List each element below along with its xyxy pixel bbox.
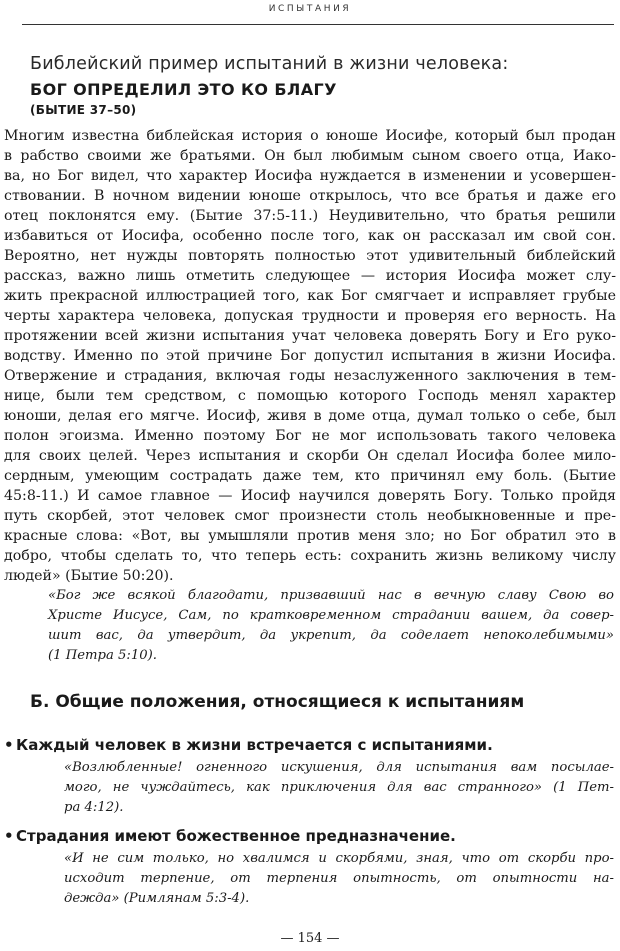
- bullet-heading: [4, 827, 456, 845]
- quote-line: исходит терпение, от терпения опытность, от опытности на-: [64, 871, 614, 886]
- quote-line: «Бог же всякой благодати, призвавший нас в вечную славу Свою во: [48, 588, 614, 603]
- body-line: избавиться от Иосифа, особенно после того, как он рассказал им свой сон.: [4, 228, 616, 244]
- body-line: красные слова: «Вот, вы умышляли против меня зло; но Бог обратил это в: [4, 528, 616, 544]
- page-number: — 154 —: [280, 931, 340, 946]
- example-subtitle: Библейский пример испытаний в жизни человека:: [30, 54, 509, 74]
- body-line: сердным, умеющим сострадать даже тем, кто причинял ему боль. (Бытие: [4, 468, 616, 484]
- body-line: Многим известна библейская история о юноше Иосифе, который был продан: [4, 128, 616, 144]
- body-line: нице, были тем средством, с помощью которого Господь менял характер: [4, 388, 616, 404]
- body-line: жить прекрасной иллюстрацией того, как Бог смягчает и исправляет грубые: [4, 288, 616, 304]
- quote-line: мого, не чуждайтесь, как приключения для вас странного» (1 Пет-: [64, 780, 614, 795]
- running-head: ИСПЫТАНИЯ: [268, 4, 352, 14]
- bullet-heading-text: Страдания имеют божественное предназначение.: [16, 827, 456, 845]
- body-line: Отвержение и страдания, включая годы незаслуженного заключения в тем-: [4, 368, 616, 384]
- body-line: юноши, делая его мягче. Иосиф, живя в доме отца, думал только о себе, был: [4, 408, 616, 424]
- body-line: черты характера человека, допуская трудности и проверяя его верность. На: [4, 308, 616, 324]
- bullet-marker: •: [4, 736, 14, 754]
- section-b-heading: Б. Общие положения, относящиеся к испытаниям: [30, 692, 525, 712]
- body-line: отец поклонятся ему. (Бытие 37:5-11.) Неудивительно, что братья решили: [4, 208, 616, 224]
- bullet-heading-text: Каждый человек в жизни встречается с испытаниями.: [16, 736, 493, 754]
- body-line: ва, но Бог видел, что характер Иосифа нуждается в изменении и усовершен-: [4, 168, 616, 184]
- body-line: Вероятно, нет нужды повторять полностью этот удивительный библейский: [4, 248, 616, 264]
- body-line: добро, чтобы сделать то, что теперь есть: сохранить жизнь великому числу: [4, 548, 616, 564]
- scripture-quote: [48, 586, 614, 666]
- quote-line: Христе Иисусе, Сам, по кратковременном страдании вашем, да совер-: [48, 608, 614, 623]
- body-line: для своих целей. Через испытания и скорби Он сделал Иосифа более мило-: [4, 448, 616, 464]
- quote-line: дежда» (Римлянам 5:3-4).: [64, 891, 250, 906]
- body-line: протяжении всей жизни испытания учат человека доверять Богу и Его руко-: [4, 328, 616, 344]
- bullet-quote: [64, 758, 614, 818]
- bullet-quote: [64, 849, 614, 909]
- body-paragraph: [4, 126, 616, 586]
- header-rule: [22, 24, 614, 25]
- quote-line: «И не сим только, но хвалимся и скорбями, зная, что от скорби про-: [64, 851, 614, 866]
- quote-line: «Возлюбленные! огненного искушения, для испытания вам посылае-: [64, 760, 614, 775]
- quote-line: ра 4:12).: [64, 800, 124, 815]
- bullet-heading: [4, 736, 493, 754]
- body-line: водству. Именно по этой причине Бог допустил испытания в жизни Иосифа.: [4, 348, 616, 364]
- body-line: полон эгоизма. Именно поэтому Бог не мог использовать такого человека: [4, 428, 616, 444]
- body-line: ствовании. В ночном видении юноше открылось, что все братья и даже его: [4, 188, 616, 204]
- body-line: рассказ, важно лишь отметить следующее — история Иосифа может слу-: [4, 268, 616, 284]
- body-line: людей» (Бытие 50:20).: [4, 568, 174, 584]
- scripture-reference: (БЫТИЕ 37–50): [30, 103, 137, 117]
- body-line: путь скорбей, этот человек смог произнести столь необыкновенные и пре-: [4, 508, 616, 524]
- body-line: 45:8-11.) И самое главное — Иосиф научился доверять Богу. Только пройдя: [4, 488, 616, 504]
- bullet-marker: •: [4, 827, 14, 845]
- section-heading: БОГ ОПРЕДЕЛИЛ ЭТО КО БЛАГУ: [30, 80, 337, 99]
- quote-line: шит вас, да утвердит, да укрепит, да соделает непоколебимыми»: [48, 628, 614, 643]
- body-line: в рабство своими же братьями. Он был любимым сыном своего отца, Иако-: [4, 148, 616, 164]
- quote-line: (1 Петра 5:10).: [48, 648, 157, 663]
